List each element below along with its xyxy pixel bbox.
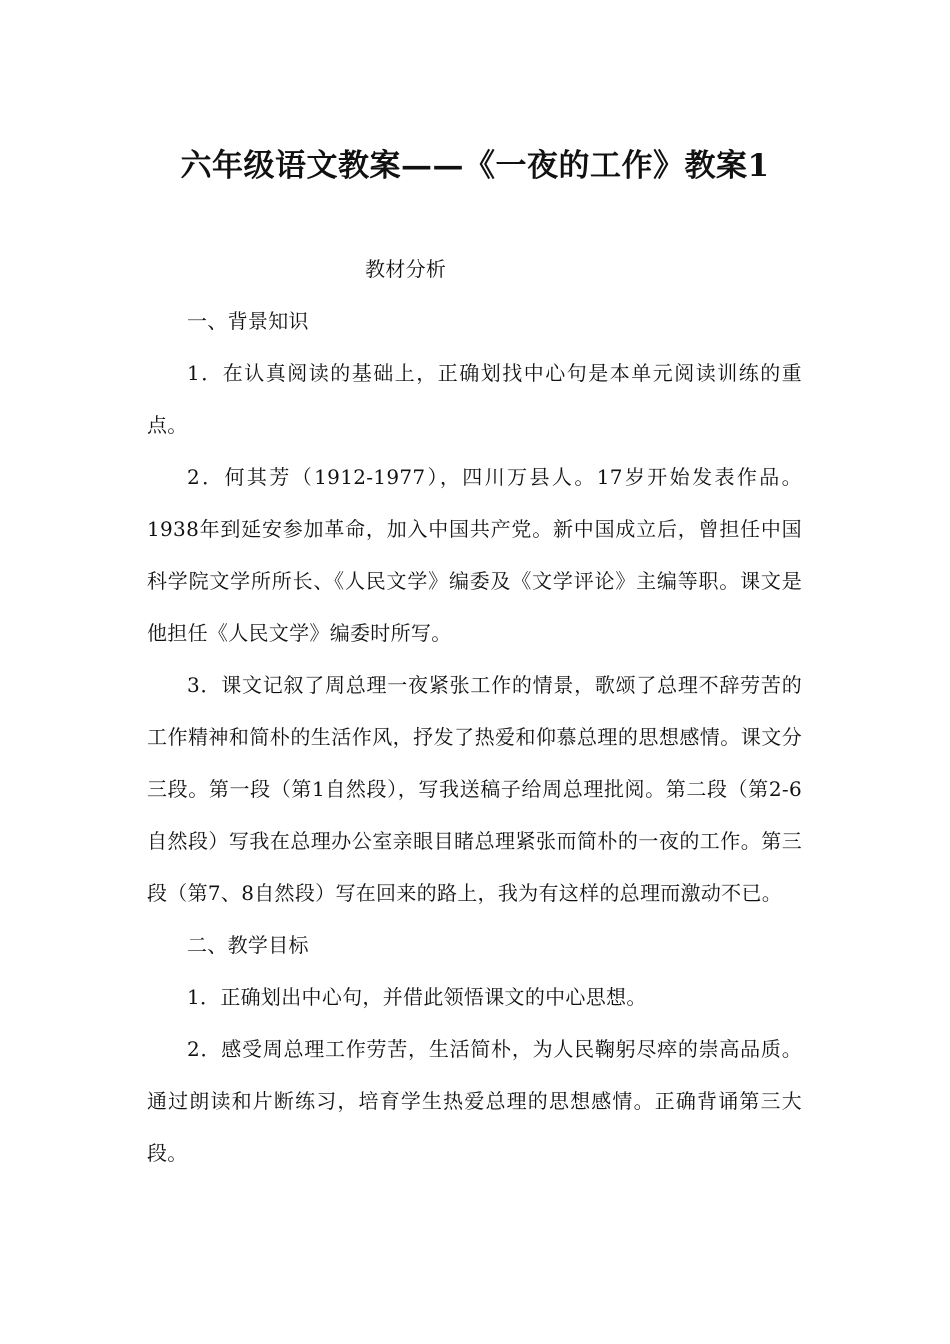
heading-background: 一、背景知识: [187, 309, 309, 333]
section-heading: 教材分析: [365, 257, 447, 281]
paragraph-5: 2．感受周总理工作劳苦，生活简朴，为人民鞠躬尽瘁的崇高品质。通过朗读和片断练习，培育学生热爱总理的思想感情。正确背诵第三大段。: [147, 1037, 802, 1165]
title-text: 六年级语文教案——《一夜的工作》教案: [180, 147, 748, 184]
paragraph-1: 1．在认真阅读的基础上，正确划找中心句是本单元阅读训练的重点。: [147, 361, 802, 437]
heading-objectives: 二、教学目标: [187, 933, 309, 957]
document-title: [0, 143, 950, 189]
title-number: 1: [747, 147, 770, 184]
paragraph-2: 2．何其芳（1912-1977），四川万县人。17岁开始发表作品。1938年到延安参加革命，加入中国共产党。新中国成立后，曾担任中国科学院文学所所长、《人民文学》编委及《文学评论》主编等职。课文是他担任《人民文学》编委时所写。: [147, 465, 802, 645]
document-body: [147, 243, 802, 1179]
paragraph-4: 1．正确划出中心句，并借此领悟课文的中心思想。: [187, 985, 647, 1009]
paragraph-3: 3．课文记叙了周总理一夜紧张工作的情景，歌颂了总理不辞劳苦的工作精神和简朴的生活作风，抒发了热爱和仰慕总理的思想感情。课文分三段。第一段（第1自然段），写我送稿子给周总理批阅。第二段（第2-6自然段）写我在总理办公室亲眼目睹总理紧张而简朴的一夜的工作。第三段（第7、8自然段）写在回来的路上，我为有这样的总理而激动不已。: [147, 673, 802, 905]
